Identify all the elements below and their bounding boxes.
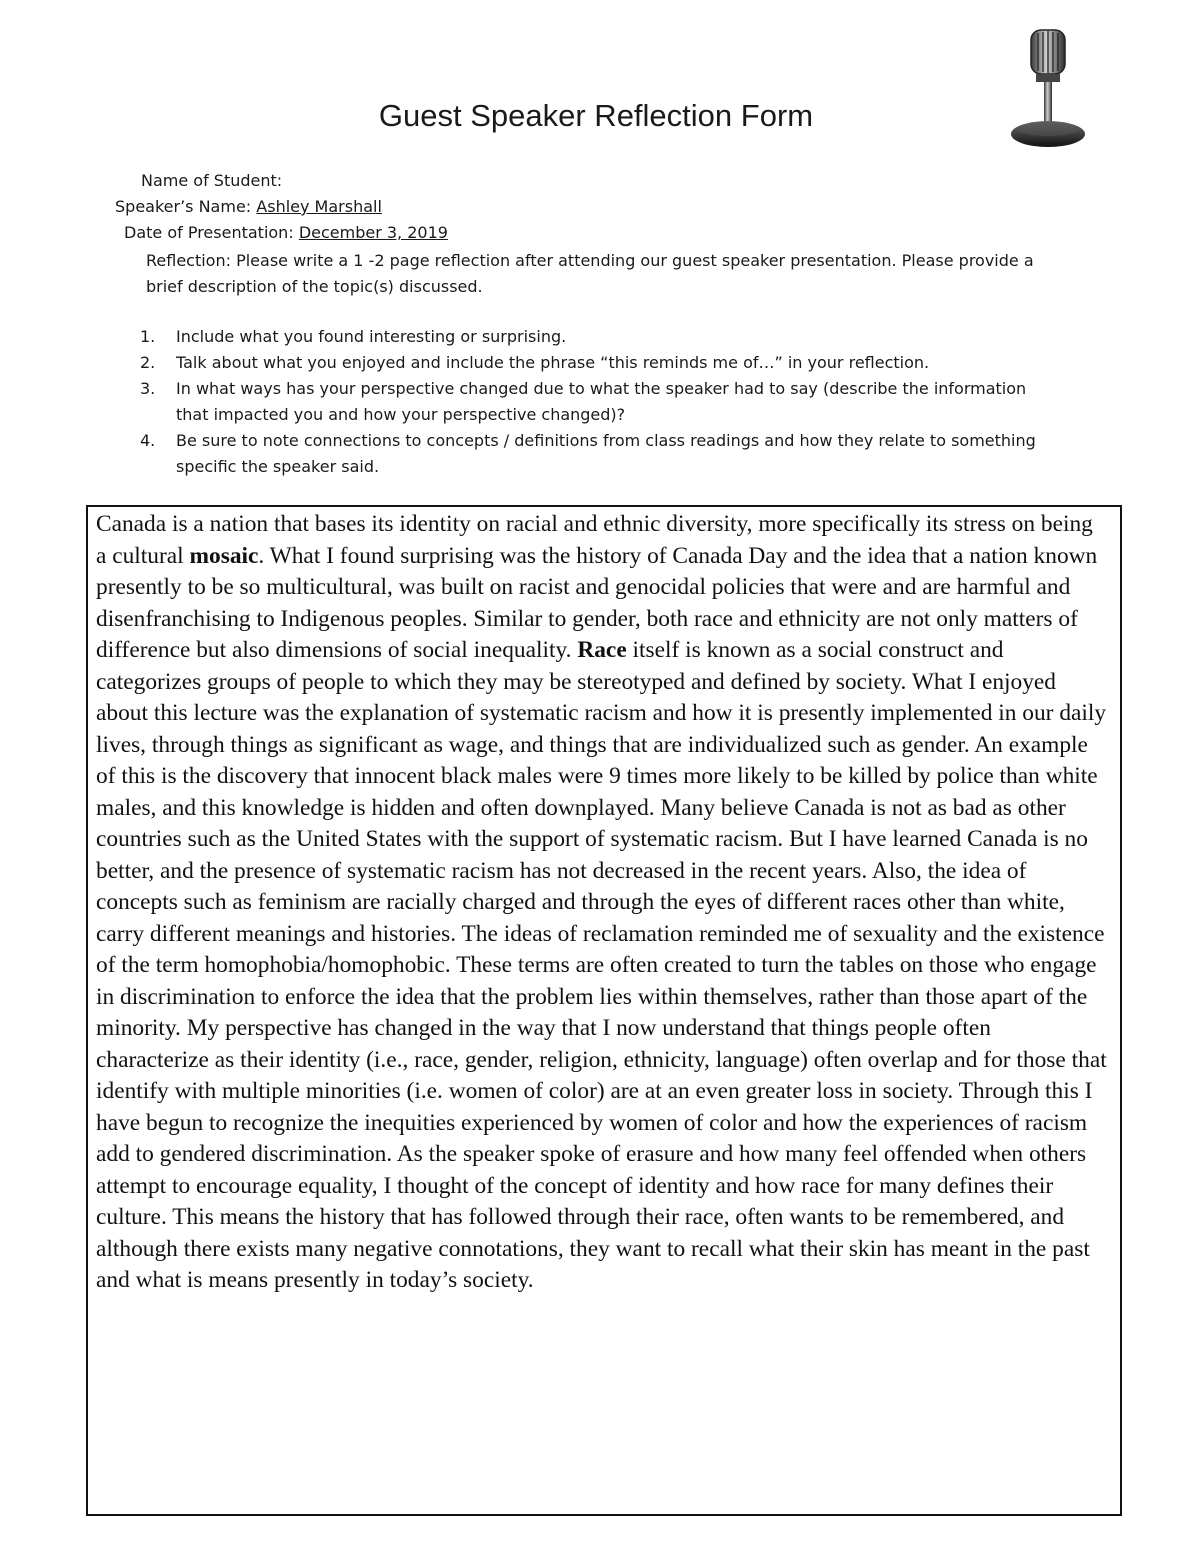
speaker-name-label: Speaker’s Name: [115, 197, 252, 216]
list-text: Talk about what you enjoyed and include the phrase “this reminds me of…” in your reflection. [176, 353, 930, 372]
date-label: Date of Presentation: [124, 223, 294, 242]
reflection-essay [96, 509, 1108, 1297]
list-item [140, 428, 1040, 480]
list-item [140, 324, 1040, 350]
date-field [124, 223, 448, 242]
term-mosaic: mosaic [189, 542, 259, 569]
student-name-label: Name of Student: [141, 171, 283, 190]
term-race: Race [577, 637, 627, 663]
speaker-name-value: Ashley Marshall [256, 197, 382, 216]
list-text: Be sure to note connections to concepts / definitions from class readings and how they relate to something specific the speaker said. [176, 431, 1036, 476]
essay-text: itself is known as a social construct and categorizes groups of people to which they may be stereotyped and defined by society. What I enjoyed about this lecture was the explanation of systematic racism and how it is presently implemented in our daily lives, through things as significant as wage, and things that are individualized such as gender. An example of this is the discovery that innocent black males were 9 times more likely to be killed by police than white males, and this knowledge is hidden and often downplayed. Many believe Canada is not as bad as other countries such as the United States with the support of systematic racism. But I have learned Canada is no better, and the presence of systematic racism has not decreased in the recent years. Also, the idea of concepts such as feminism are racially charged and through the eyes of different races other than white, carry different meanings and histories. The ideas of reclamation reminded me of sexuality and the existence of the term homophobia/homophobic. These terms are often created to turn the tables on those who engage in discrimination to enforce the idea that the problem lies within themselves, rather than those apart of the minority. My perspective has changed in the way that I now understand that things people often characterize as their identity (i.e., race, gender, religion, ethnicity, language) often overlap and for those that identify with multiple minorities (i.e. women of color) are at an even greater loss in society. Through this I have begun to recognize the inequities experienced by women of color and how the experiences of racism add to gendered discrimination. As the speaker spoke of erasure and how many feel offended when others attempt to encourage equality, I thought of the concept of identity and how race for many defines their culture. This means the history that has followed through their race, often wants to be remembered, and although there exists many negative connotations, they want to recall what their skin has meant in the past and what is means presently in today’s society. [96, 637, 1107, 1293]
essay-text: . What I found surprising was the history of Canada Day and the idea that a nation known presently to be so multicultural, was built on racist and genocidal policies that were and are harmful and disenfranchising to Indigenous peoples. Similar to gender, both race and ethnicity are not only matters of difference but also dimensions of social inequality. [96, 542, 1098, 663]
list-number: 1. [140, 327, 156, 346]
essay-text: Canada is a nation that bases its identity on racial and ethnic diversity, more specifically its stress on being a cultural [96, 511, 1093, 569]
list-number: 4. [140, 431, 156, 450]
question-list [140, 324, 1040, 480]
reflection-instructions: Reflection: Please write a 1 -2 page reflection after attending our guest speaker presentation. Please provide a brief description of the topic(s) discussed. [146, 251, 1034, 296]
list-number: 2. [140, 353, 156, 372]
list-number: 3. [140, 379, 156, 398]
list-text: In what ways has your perspective changed due to what the speaker had to say (describe the information that impacted you and how your perspective changed)? [176, 379, 1027, 424]
page-title: Guest Speaker Reflection Form [378, 98, 814, 133]
list-text: Include what you found interesting or surprising. [176, 327, 567, 346]
list-item [140, 376, 1040, 428]
list-item [140, 350, 1040, 376]
speaker-name-field [115, 197, 382, 216]
date-value: December 3, 2019 [298, 223, 448, 242]
